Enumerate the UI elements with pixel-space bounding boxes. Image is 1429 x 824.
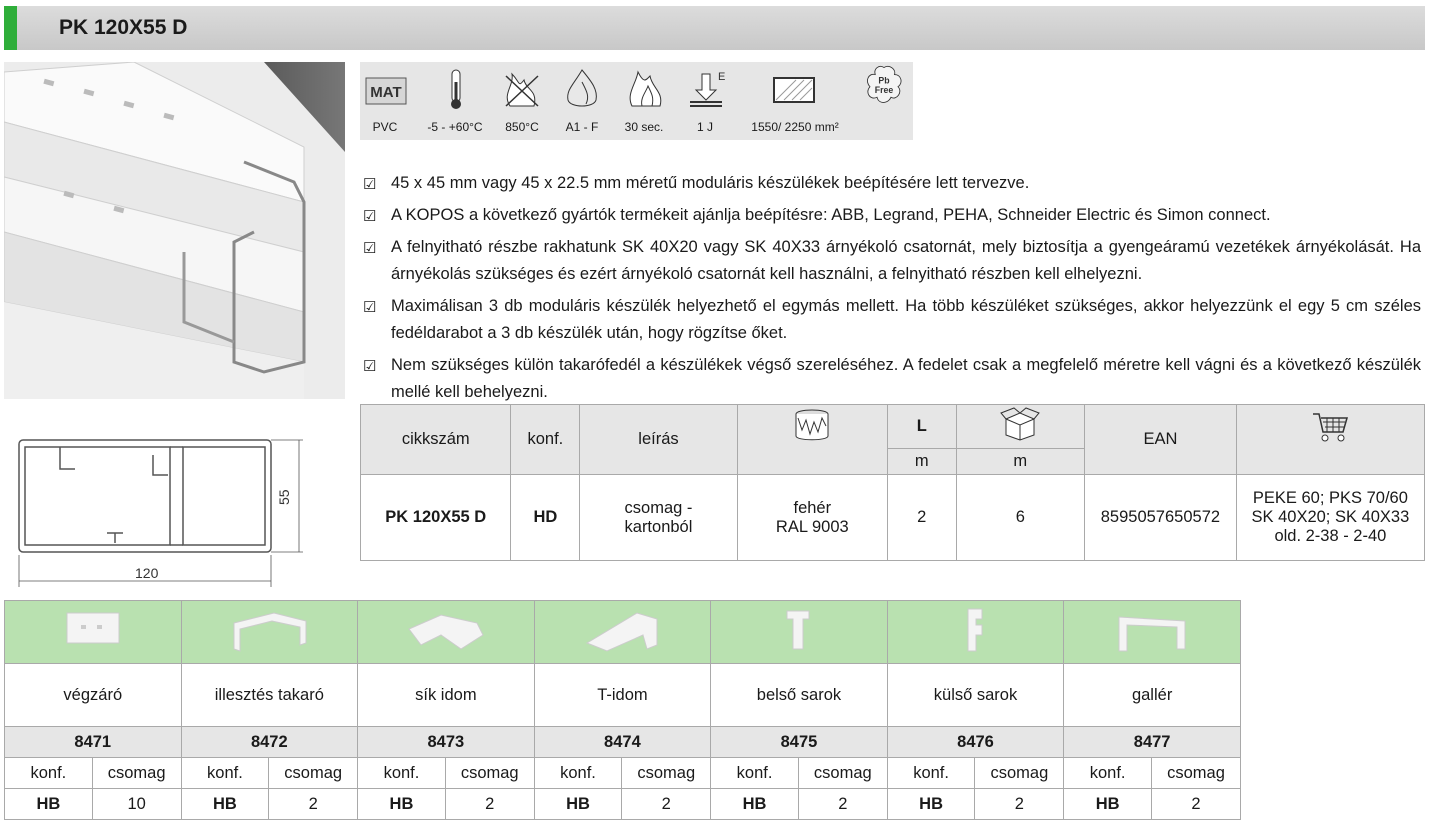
no-flame-icon [622, 68, 670, 110]
pack-label: csomag [975, 758, 1064, 789]
cross-section-icon [770, 68, 818, 110]
feature-item: ☑ 45 x 45 mm vagy 45 x 22.5 mm méretű moduláris készülékek beépítésére lett tervezve. [363, 170, 1421, 197]
pack-label: csomag [798, 758, 887, 789]
accessory-image-flat-angle [358, 601, 535, 664]
conf-label: konf. [711, 758, 799, 789]
header-conf: konf. [511, 405, 580, 475]
thermometer-icon [432, 68, 480, 110]
accessory-image-t-piece [534, 601, 711, 664]
conf-label: konf. [181, 758, 269, 789]
box-icon [1000, 407, 1040, 441]
accessory-code: 8471 [5, 727, 182, 758]
property-label: 850°C [505, 120, 539, 134]
pb-free-icon [860, 64, 908, 106]
accessory-pack: 2 [269, 789, 358, 820]
property-label: 30 sec. [624, 120, 664, 134]
accessory-pack: 10 [92, 789, 181, 820]
accessory-conf: HB [711, 789, 799, 820]
material-badge: MAT [370, 84, 402, 101]
accessory-code: 8476 [887, 727, 1064, 758]
pack-label: csomag [445, 758, 534, 789]
accessory-code: 8475 [711, 727, 888, 758]
conf-label: konf. [358, 758, 446, 789]
property-label: PVC [372, 120, 398, 134]
cell-ean: 8595057650572 [1085, 475, 1237, 561]
shopping-cart-icon [1311, 410, 1349, 444]
cell-package: 6 [956, 475, 1084, 561]
feature-item: ☑ A KOPOS a következő gyártók termékeit ajánlja beépítésre: ABB, Legrand, PEHA, Schneider Electric és Simon connect. [363, 202, 1421, 229]
conf-label: konf. [887, 758, 975, 789]
header-package-unit: m [956, 449, 1084, 475]
accessory-code: 8472 [181, 727, 358, 758]
accessory-name: külső sarok [887, 664, 1064, 727]
accessory-image-outer-corner [887, 601, 1064, 664]
conf-label: konf. [1064, 758, 1152, 789]
feature-item: ☑ Maximálisan 3 db moduláris készülék helyezhető el egymás mellett. Ha több készüléket szükséges, akkor helyezzünk el egy 5 cm széles fedéldarabot a 3 db készülék után, hogy rögzítse őket. [363, 293, 1421, 347]
flame-icon [558, 68, 606, 110]
accessory-conf: HB [181, 789, 269, 820]
checkbox-icon: ☑ [363, 358, 377, 375]
header-length-unit: m [887, 449, 956, 475]
accessory-name: sík idom [358, 664, 535, 727]
accessory-name: belső sarok [711, 664, 888, 727]
accessory-conf: HB [1064, 789, 1152, 820]
accessory-image-collar [1064, 601, 1241, 664]
title-bar [4, 6, 1425, 50]
accessory-pack: 2 [1152, 789, 1241, 820]
conf-label: konf. [534, 758, 622, 789]
cell-code: PK 120X55 D [361, 475, 511, 561]
header-code: cikkszám [361, 405, 511, 475]
accessory-code: 8473 [358, 727, 535, 758]
accessory-conf: HB [5, 789, 93, 820]
material-icon [362, 68, 410, 110]
accessory-name: illesztés takaró [181, 664, 358, 727]
accessory-name: T-idom [534, 664, 711, 727]
accessory-name: végzáró [5, 664, 182, 727]
conf-label: konf. [5, 758, 93, 789]
checkbox-icon: ☑ [363, 208, 377, 225]
property-label: 1550/ 2250 mm² [751, 120, 839, 134]
pack-label: csomag [269, 758, 358, 789]
header-package [956, 405, 1084, 449]
feature-item: ☑ Nem szükséges külön takarófedél a készülékek végső szereléséhez. A fedelet csak a megfelelő méretre kell vágni és a következő készülék mellé kell behelyezni. [363, 352, 1421, 406]
cell-color: fehér RAL 9003 [737, 475, 887, 561]
accessory-pack: 2 [445, 789, 534, 820]
cell-accessories: PEKE 60; PKS 70/60 SK 40X20; SK 40X33 old. 2-38 - 2-40 [1236, 475, 1424, 561]
accessory-image-end-cap [5, 601, 182, 664]
accessory-code: 8477 [1064, 727, 1241, 758]
impact-icon [682, 68, 730, 110]
pack-label: csomag [92, 758, 181, 789]
product-title: PK 120X55 D [59, 16, 188, 39]
accessory-pack: 2 [798, 789, 887, 820]
accessories-table [4, 600, 1241, 820]
dimension-width: 120 [135, 565, 159, 581]
accessory-pack: 2 [975, 789, 1064, 820]
accessory-name: gallér [1064, 664, 1241, 727]
header-color [737, 405, 887, 475]
accessory-image-joint-cover [181, 601, 358, 664]
cell-conf: HD [511, 475, 580, 561]
accessory-conf: HB [534, 789, 622, 820]
dimension-height: 55 [276, 489, 292, 505]
free-label: Free [874, 84, 894, 95]
feature-list [363, 170, 1421, 411]
accessory-conf: HB [358, 789, 446, 820]
glow-wire-icon [498, 68, 546, 110]
paint-bucket-icon [792, 408, 832, 444]
cell-desc: csomag - kartonból [580, 475, 737, 561]
header-accessories [1236, 405, 1424, 475]
checkbox-icon: ☑ [363, 176, 377, 193]
property-label: 1 J [696, 120, 714, 134]
pb-label: Pb [878, 75, 890, 86]
accessory-code: 8474 [534, 727, 711, 758]
feature-item: ☑ A felnyitható részbe rakhatunk SK 40X20 vagy SK 40X33 árnyékoló csatornát, mely biztosítja a gyengeáramú vezetékek árnyékolását. Ha árnyékolás szükséges és ezért árnyékoló csatornát kell használni, a felnyitható részben kell elhelyezni. [363, 234, 1421, 288]
product-table [360, 404, 1425, 561]
impact-mark: E [718, 71, 726, 83]
header-desc: leírás [580, 405, 737, 475]
checkbox-icon: ☑ [363, 240, 377, 257]
property-label: -5 - +60°C [427, 120, 483, 134]
checkbox-icon: ☑ [363, 299, 377, 316]
accessory-conf: HB [887, 789, 975, 820]
pack-label: csomag [1152, 758, 1241, 789]
property-label: A1 - F [565, 120, 599, 134]
cross-section-drawing [15, 435, 315, 590]
property-icon-bar [360, 62, 913, 140]
header-length: L [887, 405, 956, 449]
cell-length: 2 [887, 475, 956, 561]
header-ean: EAN [1085, 405, 1237, 475]
pack-label: csomag [622, 758, 711, 789]
accessory-pack: 2 [622, 789, 711, 820]
accessory-image-inner-corner [711, 601, 888, 664]
product-photo [4, 62, 345, 399]
